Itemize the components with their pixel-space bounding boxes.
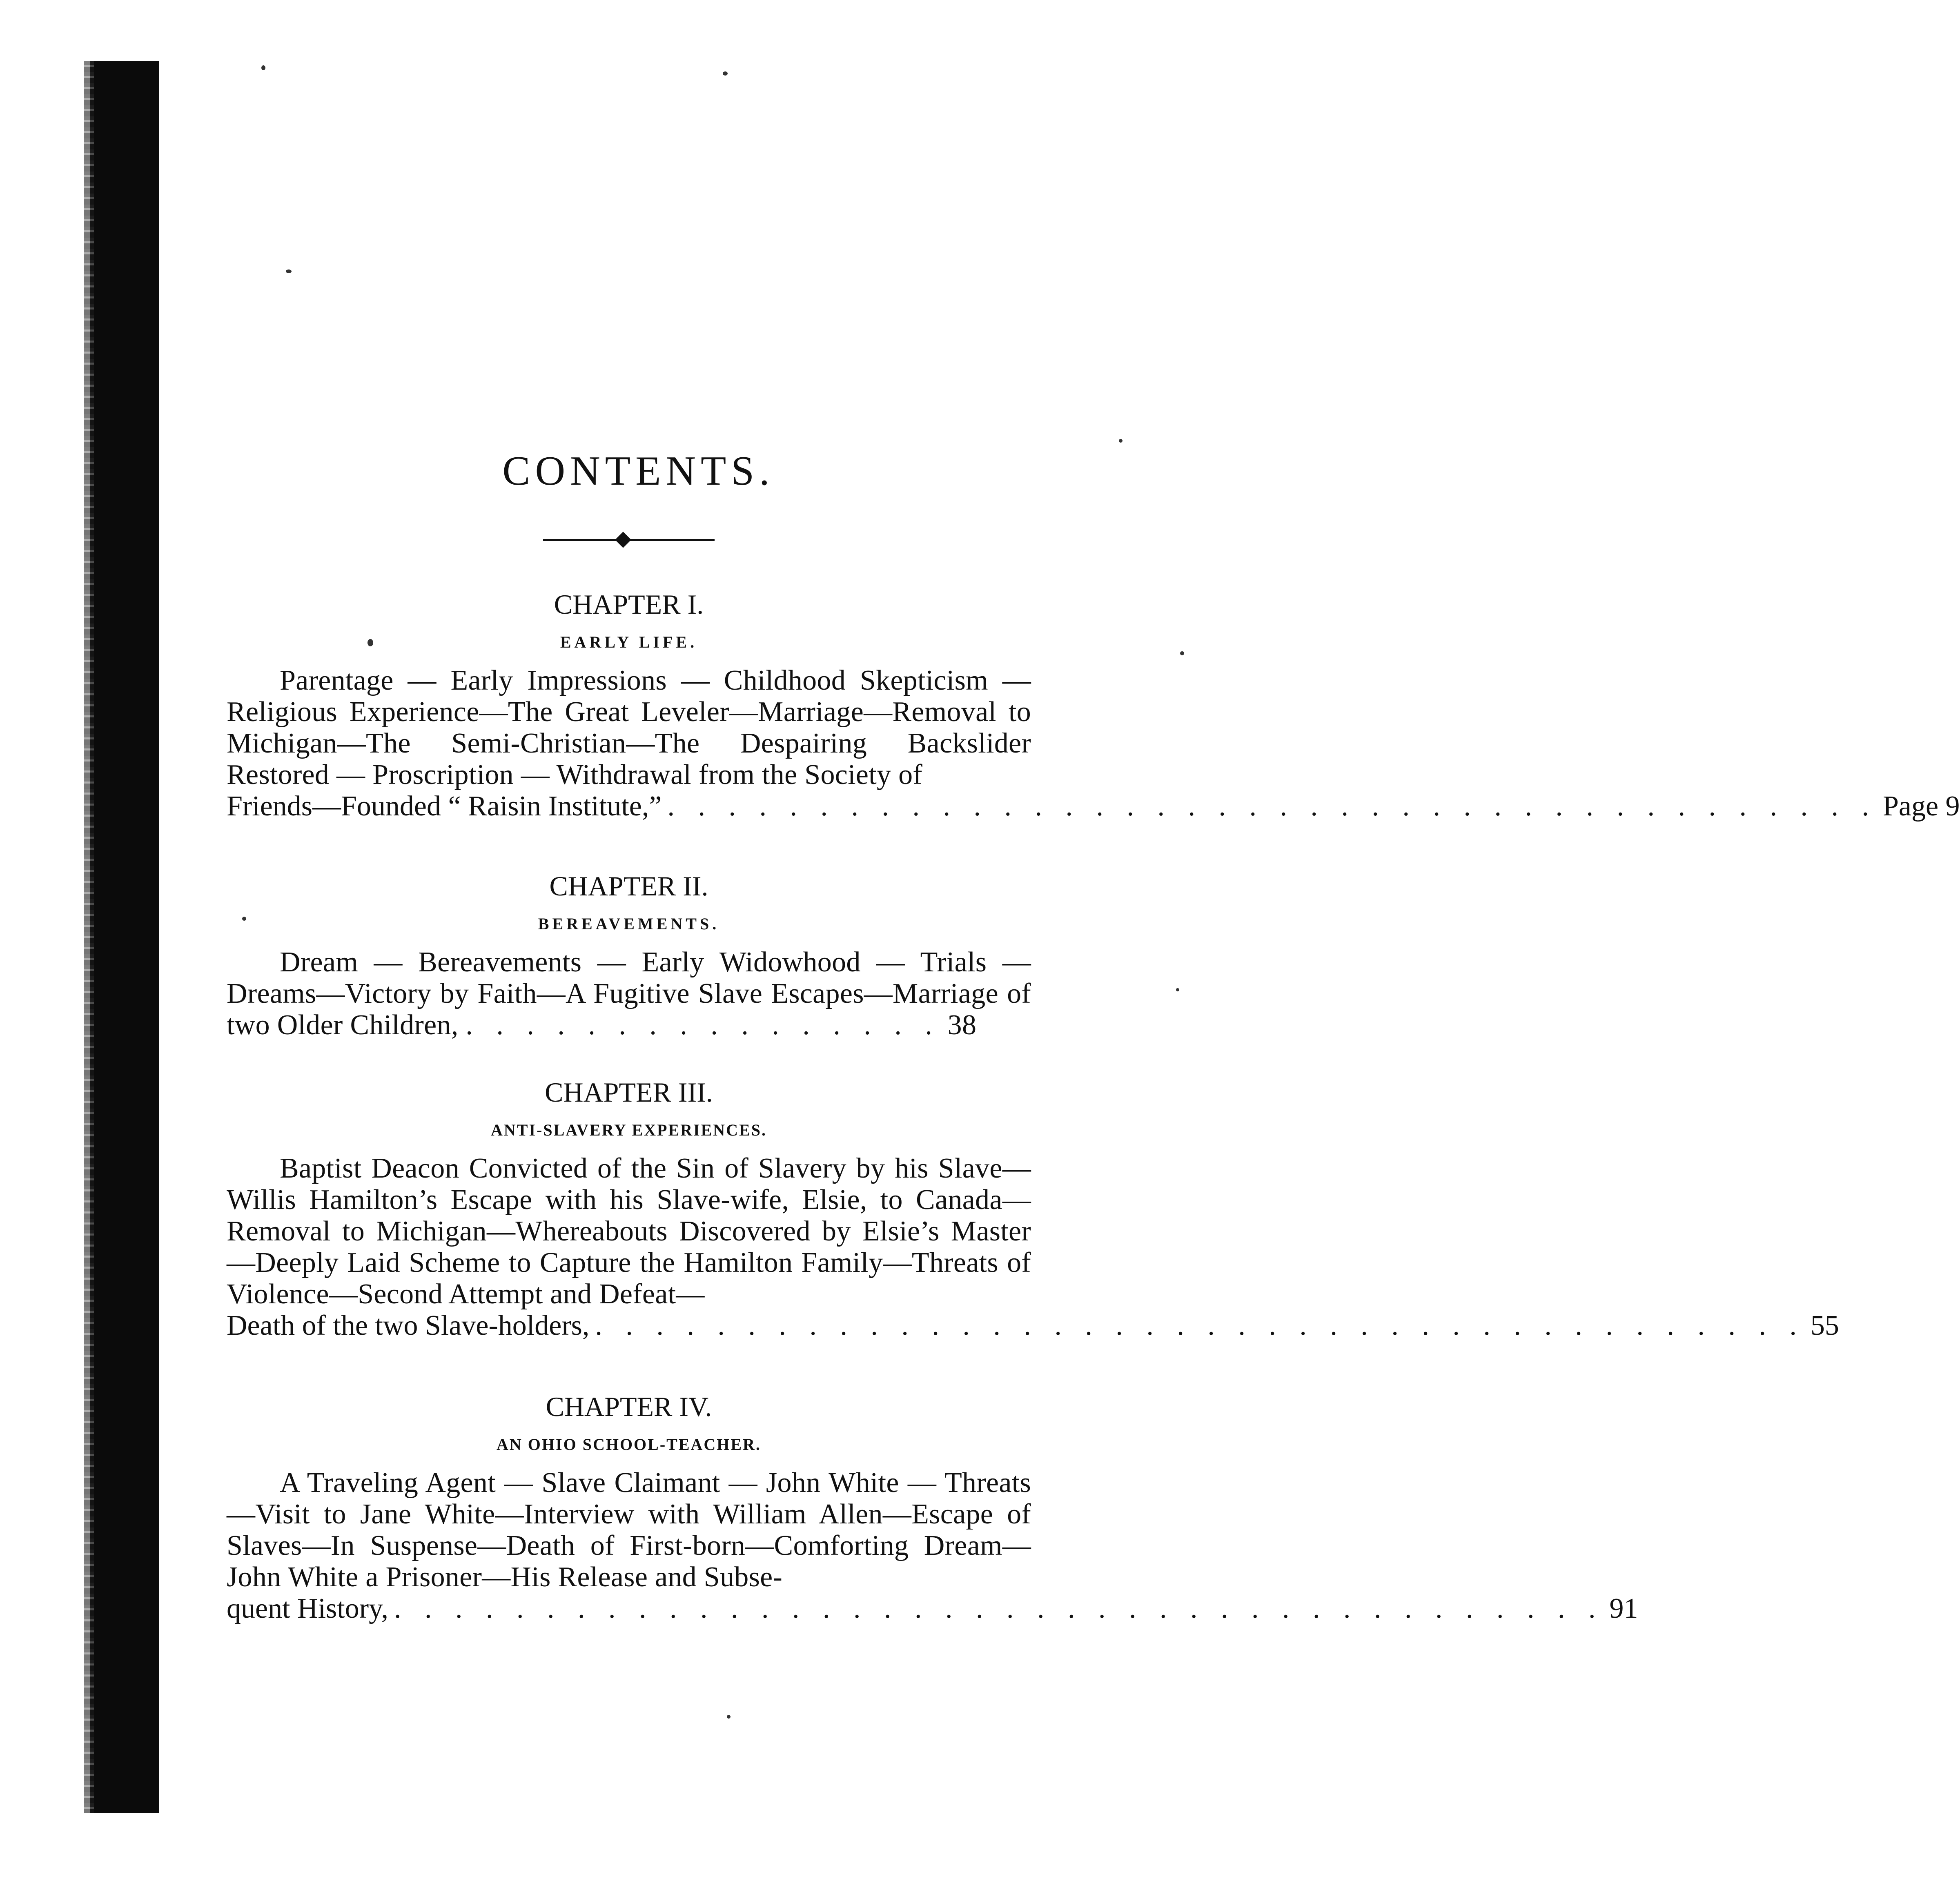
scan-speck	[723, 71, 728, 76]
chapter-summary: A Traveling Agent — Slave Claimant — John White — Threats—Visit to Jane White—Interview with William Allen—Escape of Slaves—In Suspense—Death of First-born—Comforting Dream—John White a Prisoner—His Release and Subse-	[227, 1467, 1031, 1593]
page-number: Page 9	[1882, 790, 1960, 822]
summary-final-line	[227, 790, 1960, 822]
book-spine-shadow	[90, 61, 159, 1813]
summary-final-line	[227, 1310, 1839, 1341]
page-number: 38	[947, 1009, 977, 1041]
summary-final-line	[227, 1593, 1638, 1624]
chapter-heading: CHAPTER II.	[549, 871, 708, 902]
scan-speck	[1119, 439, 1123, 443]
scan-speck	[1180, 651, 1184, 655]
chapter-subtitle: ANTI-SLAVERY EXPERIENCES.	[491, 1121, 767, 1139]
dot-leaders: . . . . . . . . . . . . . . . . . . . . . . . . . . . . . . . . . . . . . . . .	[595, 1310, 1805, 1341]
chapter-heading: CHAPTER IV.	[546, 1391, 712, 1422]
page-number: 91	[1609, 1593, 1638, 1624]
scan-speck	[1176, 988, 1179, 991]
chapter-subtitle: AN OHIO SCHOOL-TEACHER.	[497, 1435, 761, 1454]
summary-final-text: Friends—Founded “ Raisin Institute,”	[227, 790, 662, 822]
summary-final-text: Death of the two Slave-holders,	[227, 1310, 590, 1341]
chapter-entry	[227, 588, 1960, 822]
chapter-heading: CHAPTER I.	[554, 589, 704, 620]
chapter-entry	[227, 1076, 1839, 1341]
page-number: 55	[1810, 1310, 1839, 1341]
chapter-summary: Parentage — Early Impressions — Childhood Skepticism — Religious Experience—The Great Leveler—Marriage—Removal to Michigan—The Semi-Christian—The Despairing Backslider Restored — Proscription — Withdrawal from the Society of	[227, 665, 1031, 790]
summary-final-line	[227, 946, 1031, 1041]
chapter-heading: CHAPTER III.	[545, 1077, 713, 1108]
dot-leaders: . . . . . . . . . . . . . . . . . . . . . . . . . . . . . . . . . . . . . . . .	[394, 1593, 1604, 1624]
dot-leaders: . . . . . . . . . . . . . . . .	[466, 1009, 940, 1041]
chapter-subtitle: EARLY LIFE.	[560, 633, 698, 651]
page-title: CONTENTS.	[502, 448, 775, 494]
dot-leaders: . . . . . . . . . . . . . . . . . . . . . . . . . . . . . . . . . . . . . . . .	[667, 790, 1877, 822]
chapter-summary: Baptist Deacon Convicted of the Sin of Slavery by his Slave—Willis Hamilton’s Escape with his Slave-wife, Elsie, to Canada—Removal to Michigan—Whereabouts Discovered by Elsie’s Master—Deeply Laid Scheme to Capture the Hamilton Family—Threats of Violence—Second Attempt and Defeat—	[227, 1153, 1031, 1310]
chapter-summary: Dream — Bereavements — Early Widowhood — Trials — Dreams—Victory by Faith—A Fugitive Slave Escapes—Marriage of two Older Children,	[227, 946, 1031, 1041]
chapter-entry	[227, 870, 1031, 1041]
chapter-subtitle: BEREAVEMENTS.	[538, 915, 720, 933]
scan-speck	[261, 65, 265, 70]
divider-ornament	[615, 532, 631, 548]
summary-final-text: quent History,	[227, 1593, 388, 1624]
chapter-entry	[227, 1390, 1638, 1624]
scan-speck	[286, 269, 292, 273]
scan-speck	[727, 1715, 731, 1719]
